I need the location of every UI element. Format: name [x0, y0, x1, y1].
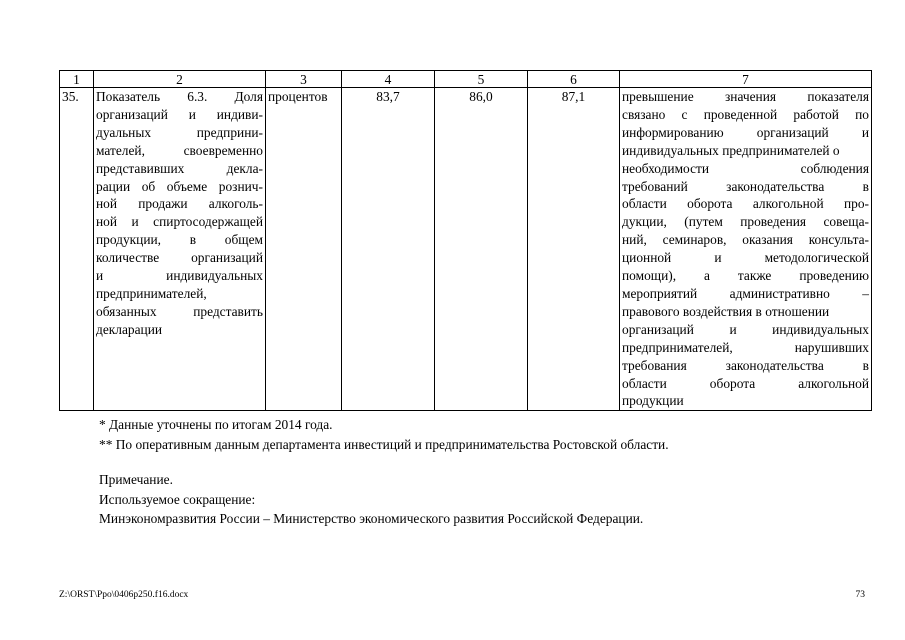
indicator-line: Показатель 6.3. Доля	[96, 89, 263, 104]
abbreviation-definition: Минэкономразвития России – Министерство экономического развития Российской Федерации.	[99, 511, 644, 526]
header-col-7: 7	[620, 71, 872, 88]
indicator-line: рации об объеме рознич-	[96, 178, 263, 194]
spacer	[99, 454, 819, 470]
comment-line: превышение значения показателя	[622, 89, 869, 104]
indicator-name-cell	[94, 88, 266, 411]
comment-line: требований законодательства в	[622, 178, 869, 194]
comment-line: необходимости соблюдения	[622, 160, 869, 176]
comment-line: области оборота алкогольной про-	[622, 196, 869, 212]
header-col-3: 3	[266, 71, 342, 88]
indicator-line: декларации	[96, 321, 163, 337]
header-col-5: 5	[435, 71, 528, 88]
indicator-table	[59, 70, 872, 411]
footnotes-block	[99, 415, 819, 529]
indicator-line: продукции, в общем	[96, 232, 263, 248]
comment-line: требования законодательства в	[622, 357, 869, 373]
comment-line: ционной и методологической	[622, 250, 869, 266]
comment-line: предпринимателей, нарушивших	[622, 339, 869, 355]
header-col-2: 2	[94, 71, 266, 88]
comment-line: информированию организаций и	[622, 124, 869, 140]
indicator-line: количестве организаций	[96, 250, 263, 266]
indicator-line: представивших декла-	[96, 160, 263, 176]
abbreviation-title: Используемое сокращение:	[99, 491, 256, 507]
comment-line: связано с проведенной работой по	[622, 106, 869, 122]
value-cell-6: 87,1	[528, 88, 620, 411]
comment-cell	[620, 88, 872, 411]
comment-line: индивидуальных предпринимателей о	[622, 142, 840, 158]
comment-line: правового воздействия в отношении	[622, 303, 830, 319]
value-cell-4: 83,7	[342, 88, 435, 411]
footnote-operational-data: ** По оперативным данным департамента инвестиций и предпринимательства Ростовской области.	[99, 436, 669, 452]
unit-cell: процентов	[266, 88, 342, 411]
indicator-line: обязанных представить	[96, 303, 263, 319]
indicator-line: дуальных предприни-	[96, 124, 263, 140]
table-header-row	[60, 71, 872, 88]
footnote-data-refined: * Данные уточнены по итогам 2014 года.	[99, 417, 333, 432]
comment-line: продукции	[622, 393, 684, 409]
indicator-line: мателей, своевременно	[96, 142, 263, 158]
indicator-line: предпринимателей,	[96, 285, 207, 301]
footer-page-number: 73	[855, 590, 865, 600]
remark-title: Примечание.	[99, 472, 173, 487]
footer-file-path: Z:\ORST\Ppo\0406p250.f16.docx	[59, 590, 189, 600]
table-row	[60, 88, 872, 411]
header-col-4: 4	[342, 71, 435, 88]
indicator-line: ной продажи алкоголь-	[96, 196, 263, 212]
header-col-1: 1	[60, 71, 94, 88]
header-col-6: 6	[528, 71, 620, 88]
comment-line: дукции, (путем проведения совеща-	[622, 214, 869, 230]
value-cell-5: 86,0	[435, 88, 528, 411]
comment-line: ний, семинаров, оказания консульта-	[622, 232, 869, 248]
comment-line: организаций и индивидуальных	[622, 321, 869, 337]
row-number: 35.	[60, 88, 94, 411]
comment-line: области оборота алкогольной	[622, 375, 869, 391]
comment-line: помощи), а также проведению	[622, 268, 869, 284]
indicator-line: ной и спиртосодержащей	[96, 214, 263, 230]
comment-line: мероприятий административно –	[622, 285, 869, 301]
indicator-line: и индивидуальных	[96, 268, 263, 284]
indicator-line: организаций и индиви-	[96, 106, 263, 122]
